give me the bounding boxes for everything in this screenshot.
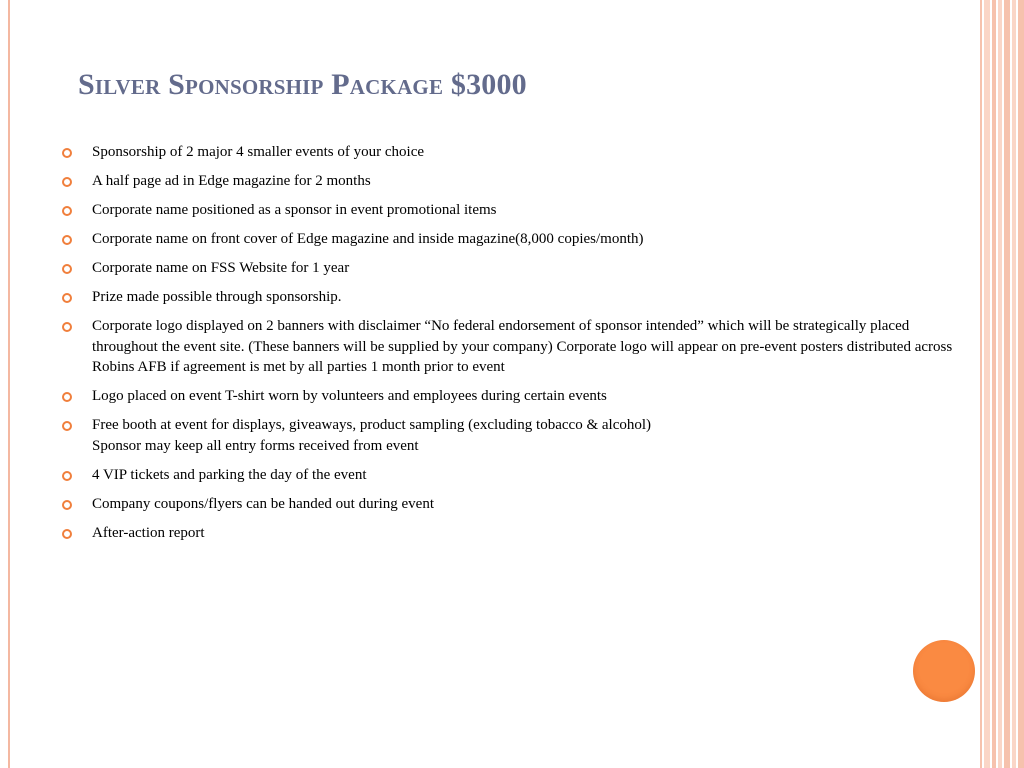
bullet-item bbox=[60, 200, 972, 221]
bullet-text: Company coupons/flyers can be handed out during event bbox=[92, 495, 434, 512]
bullet-item bbox=[60, 287, 972, 308]
stripe bbox=[1004, 0, 1010, 768]
bullet-list bbox=[60, 142, 972, 552]
bullet-text: Free booth at event for displays, giveaways, product sampling (excluding tobacco & alcohol) bbox=[92, 417, 652, 433]
bullet-item bbox=[60, 415, 972, 456]
bullet-item bbox=[60, 316, 972, 378]
stripe bbox=[998, 0, 1002, 768]
bullet-text: Sponsor may keep all entry forms received from event bbox=[92, 437, 419, 454]
left-border-line bbox=[8, 0, 10, 768]
bullet-text: 4 VIP tickets and parking the day of the event bbox=[92, 466, 367, 483]
hollow-circle-icon bbox=[62, 264, 72, 274]
slide-title: Silver Sponsorship Package $3000 bbox=[78, 68, 527, 101]
bullet-text: Logo placed on event T-shirt worn by volunteers and employees during certain events bbox=[92, 388, 607, 404]
bullet-text: Corporate name positioned as a sponsor in event promotional items bbox=[92, 202, 497, 218]
stripe bbox=[1018, 0, 1024, 768]
stripe bbox=[992, 0, 996, 768]
bullet-text: A half page ad in Edge magazine for 2 months bbox=[92, 173, 371, 189]
hollow-circle-icon bbox=[62, 392, 72, 402]
hollow-circle-icon bbox=[62, 471, 72, 481]
hollow-circle-icon bbox=[62, 322, 72, 332]
bullet-text: After-action report bbox=[92, 524, 205, 541]
bullet-item bbox=[60, 523, 972, 544]
hollow-circle-icon bbox=[62, 293, 72, 303]
bullet-item bbox=[60, 386, 972, 407]
orange-circle-decoration bbox=[913, 640, 975, 702]
stripe bbox=[980, 0, 982, 768]
bullet-item bbox=[60, 494, 972, 515]
bullet-item bbox=[60, 171, 972, 192]
bullet-text: Sponsorship of 2 major 4 smaller events of your choice bbox=[92, 144, 425, 160]
hollow-circle-icon bbox=[62, 235, 72, 245]
stripe bbox=[984, 0, 990, 768]
hollow-circle-icon bbox=[62, 177, 72, 187]
hollow-circle-icon bbox=[62, 148, 72, 158]
bullet-text: Prize made possible through sponsorship. bbox=[92, 289, 342, 305]
bullet-text: Corporate name on front cover of Edge magazine and inside magazine(8,000 copies/month) bbox=[92, 231, 644, 247]
bullet-item bbox=[60, 142, 972, 163]
hollow-circle-icon bbox=[62, 529, 72, 539]
hollow-circle-icon bbox=[62, 421, 72, 431]
bullet-item bbox=[60, 465, 972, 486]
bullet-item bbox=[60, 229, 972, 250]
hollow-circle-icon bbox=[62, 206, 72, 216]
hollow-circle-icon bbox=[62, 500, 72, 510]
bullet-text: Corporate name on FSS Website for 1 year bbox=[92, 260, 350, 276]
right-decorative-stripes bbox=[980, 0, 1024, 768]
bullet-item bbox=[60, 258, 972, 279]
stripe bbox=[1012, 0, 1016, 768]
bullet-text: Corporate logo displayed on 2 banners with disclaimer “No federal endorsement of sponsor intended” which will be strategically placed throughout the event site. (These banners will be supplied by your company) Corporate logo will appear on pre-event posters distributed across Robins AFB if agreement is met by all parties 1 month prior to event bbox=[92, 318, 953, 375]
